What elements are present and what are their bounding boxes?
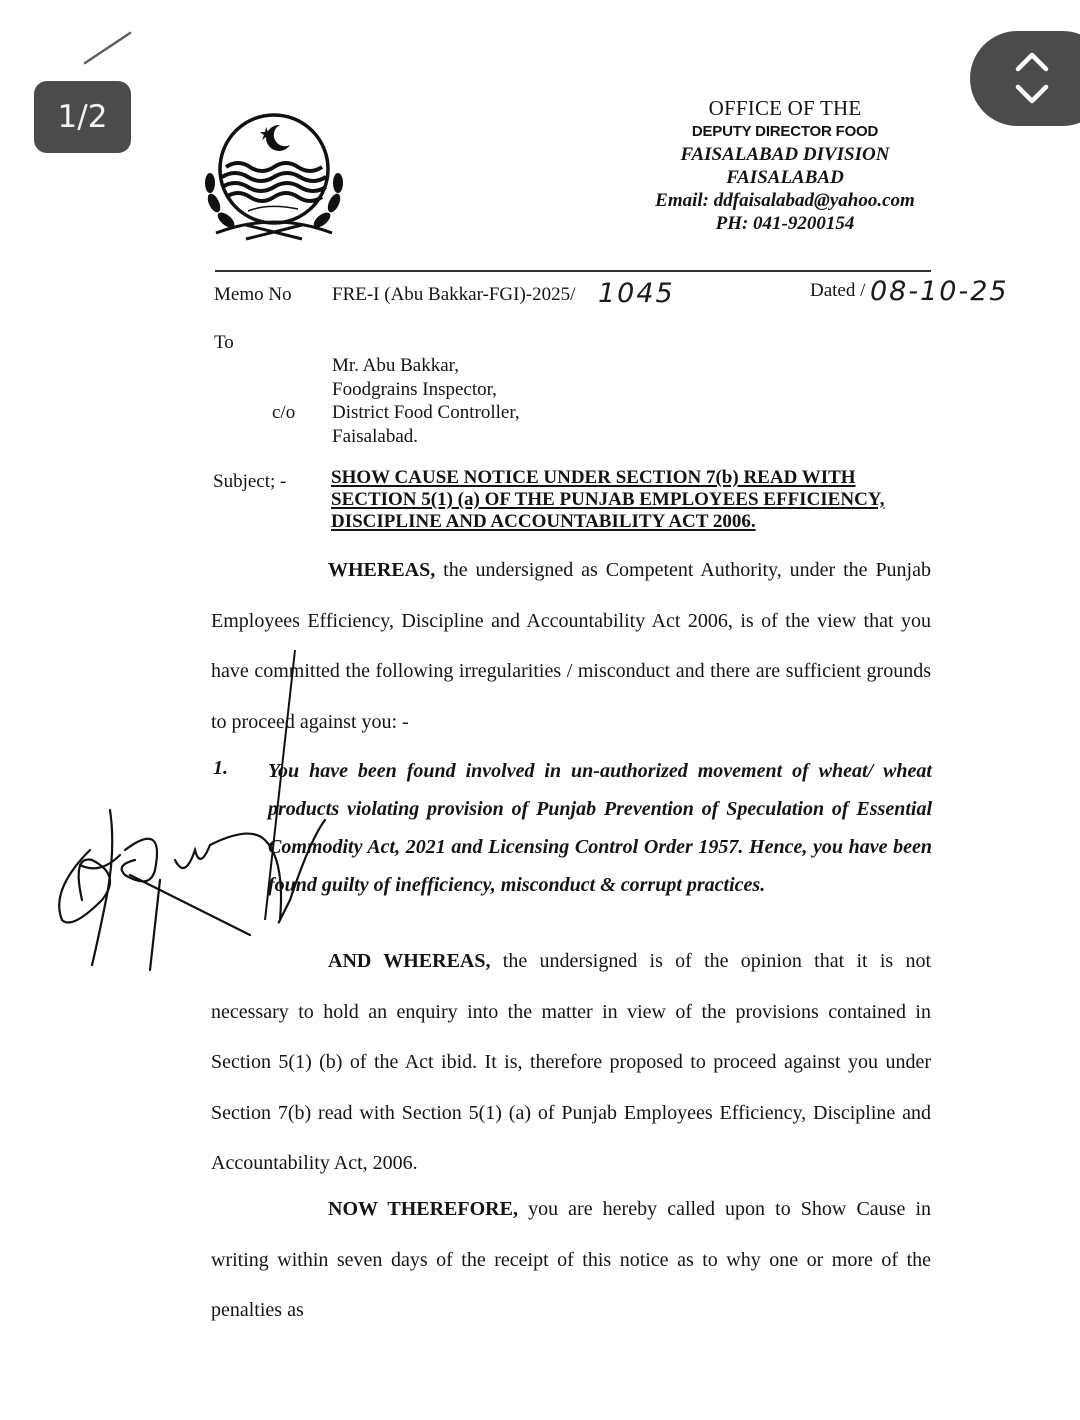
whereas-paragraph xyxy=(211,545,931,747)
recipient-city: Faisalabad. xyxy=(332,425,419,447)
pen-stroke-mark xyxy=(80,30,140,70)
memo-number-handwritten: 1045 xyxy=(598,278,675,309)
office-phone: PH: 041-9200154 xyxy=(715,213,855,234)
whereas-text: the undersigned as Competent Authority, under the Punjab Employees Efficiency, Discipline and Accountability Act 2006, is of the view that you have committed the following irregularities / misconduct and there are sufficient grounds to proceed against you: - xyxy=(211,559,931,733)
previous-page-button[interactable] xyxy=(1010,45,1054,77)
date-handwritten: 08-10-25 xyxy=(870,276,1009,307)
chevron-down-icon xyxy=(1010,79,1054,111)
next-page-button[interactable] xyxy=(1010,79,1054,111)
subject-label: Subject; - xyxy=(213,471,287,492)
office-division: FAISALABAD DIVISION xyxy=(680,144,890,165)
chevron-up-icon xyxy=(1010,45,1054,77)
charge-item-text: You have been found involved in un-authorized movement of wheat/ wheat products violating provision of Punjab Prevention of Speculation of Essential Commodity Act, 2021 and Licensing Control Order 1957. Hence, you have been found guilty of inefficiency, misconduct & corrupt practices. xyxy=(268,760,932,896)
dated-label: Dated / xyxy=(810,280,866,301)
office-city: FAISALABAD xyxy=(726,167,844,188)
recipient-name: Mr. Abu Bakkar, xyxy=(332,355,459,376)
page-indicator-badge xyxy=(34,81,131,153)
and-whereas-paragraph xyxy=(211,936,931,1189)
whereas-lead: WHEREAS, xyxy=(328,559,436,581)
now-therefore-text: you are hereby called upon to Show Cause in writing within seven days of the receipt of this notice as to why one or more of the penalties as xyxy=(211,1198,931,1321)
charge-item-number: 1. xyxy=(213,757,228,779)
recipient-office: District Food Controller, xyxy=(332,402,520,423)
punjab-government-emblem-icon xyxy=(196,105,352,245)
memo-reference: FRE-I (Abu Bakkar-FGI)-2025/ xyxy=(332,284,576,305)
page-indicator-text: 1/2 xyxy=(57,99,108,135)
now-therefore-lead: NOW THEREFORE, xyxy=(328,1198,518,1220)
and-whereas-lead: AND WHEREAS, xyxy=(328,950,491,972)
and-whereas-text: the undersigned is of the opinion that it is not necessary to hold an enquiry into the matter in view of the provisions contained in Section 5(1) (b) of the Act ibid. It is, therefore proposed to proceed against you under Section 7(b) read with Section 5(1) (a) of Punjab Employees Efficiency, Discipline and Accountability Act, 2006. xyxy=(211,950,932,1174)
office-letterhead xyxy=(640,97,930,235)
now-therefore-paragraph xyxy=(211,1184,931,1336)
recipient-address xyxy=(332,354,520,448)
memo-label: Memo No xyxy=(214,284,292,305)
care-of-label: c/o xyxy=(272,402,296,423)
office-email: Email: ddfaisalabad@yahoo.com xyxy=(655,190,915,211)
office-designation: DEPUTY DIRECTOR FOOD xyxy=(691,123,879,140)
page-navigation-control xyxy=(970,31,1080,126)
subject-text: SHOW CAUSE NOTICE UNDER SECTION 7(b) READ WITH SECTION 5(1) (a) OF THE PUNJAB EMPLOYEES EFFICIENCY, DISCIPLINE AND ACCOUNTABILITY ACT 2006. xyxy=(331,467,885,532)
recipient-designation: Foodgrains Inspector, xyxy=(332,378,497,400)
office-line: OFFICE OF THE xyxy=(708,96,862,120)
to-label: To xyxy=(214,332,234,353)
header-divider xyxy=(215,270,931,272)
